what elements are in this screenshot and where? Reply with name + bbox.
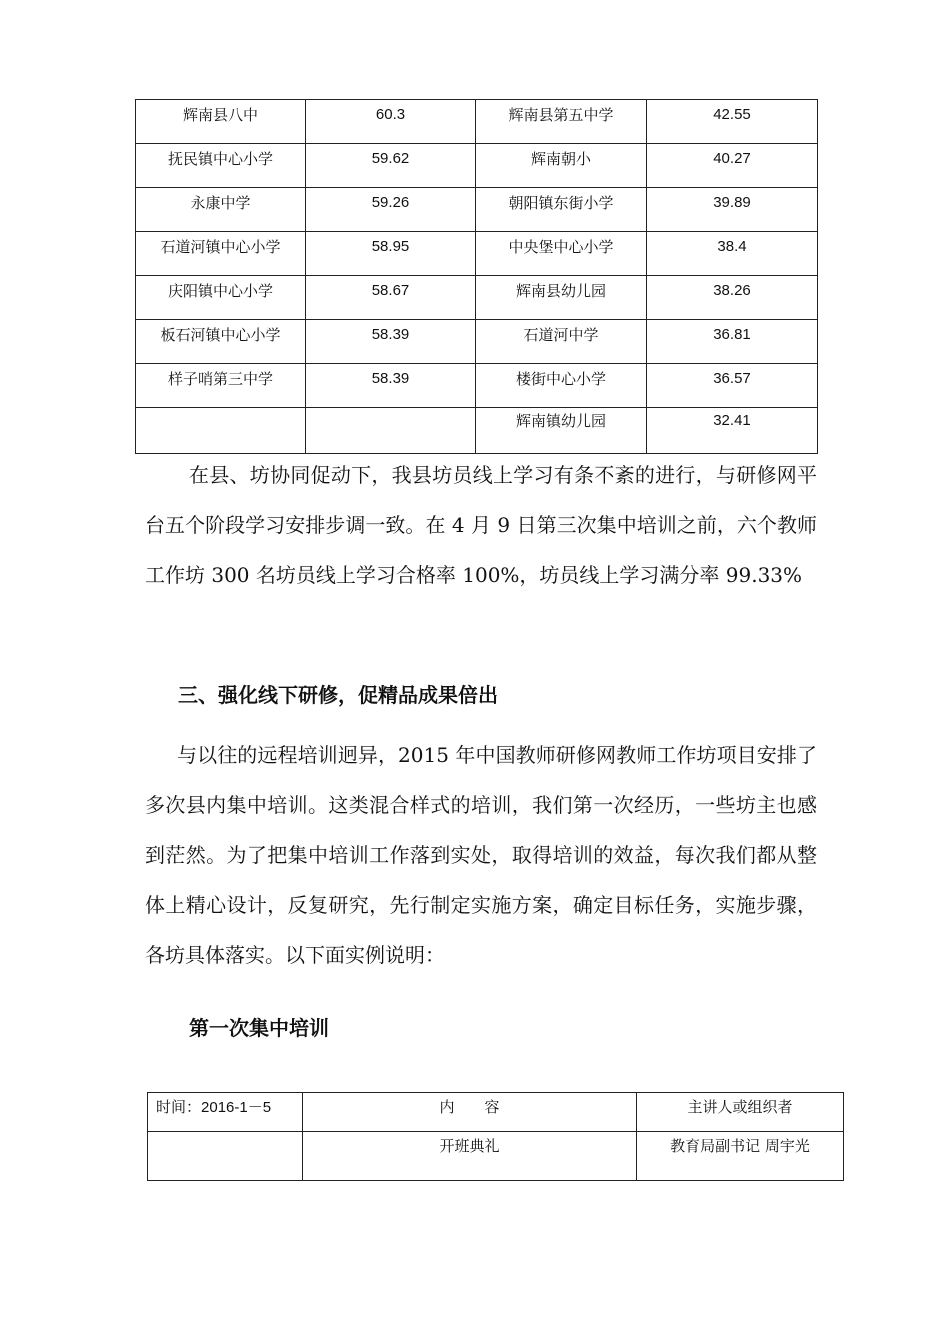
score-cell (306, 408, 476, 454)
score-cell: 36.57 (647, 364, 818, 408)
speaker-cell: 教育局副书记 周宇光 (637, 1132, 844, 1181)
subsection-heading: 第一次集中培训 (189, 1016, 329, 1040)
score-cell: 60.3 (306, 100, 476, 144)
table-row (136, 364, 818, 408)
school-name-cell: 辉南县八中 (136, 100, 306, 144)
school-name-cell: 辉南县第五中学 (476, 100, 647, 144)
school-name-cell: 石道河中学 (476, 320, 647, 364)
score-cell: 58.39 (306, 364, 476, 408)
score-cell: 58.95 (306, 232, 476, 276)
training-schedule-table (147, 1092, 844, 1181)
table-row (136, 100, 818, 144)
school-name-cell: 石道河镇中心小学 (136, 232, 306, 276)
school-name-cell: 抚民镇中心小学 (136, 144, 306, 188)
score-cell: 40.27 (647, 144, 818, 188)
school-name-cell: 辉南朝小 (476, 144, 647, 188)
school-name-cell: 样子哨第三中学 (136, 364, 306, 408)
time-header-cell (148, 1093, 303, 1132)
score-cell: 36.81 (647, 320, 818, 364)
score-cell: 59.26 (306, 188, 476, 232)
content-header-cell: 内 容 (303, 1093, 637, 1132)
table-header-row (148, 1093, 844, 1132)
time-label: 时间： (156, 1098, 202, 1116)
school-name-cell: 庆阳镇中心小学 (136, 276, 306, 320)
content-cell: 开班典礼 (303, 1132, 637, 1181)
school-name-cell (136, 408, 306, 454)
table-row (148, 1132, 844, 1181)
score-cell: 38.26 (647, 276, 818, 320)
school-name-cell: 楼街中心小学 (476, 364, 647, 408)
table-row (136, 276, 818, 320)
score-cell: 42.55 (647, 100, 818, 144)
school-score-table (135, 99, 818, 454)
time-value: 2016-1－5 (201, 1099, 272, 1116)
online-learning-paragraph: 在县、坊协同促动下，我县坊员线上学习有条不紊的进行，与研修网平台五个阶段学习安排步调一致。在 4 月 9 日第三次集中培训之前，六个教师工作坊 300 名坊员线上学习合格率 100%，坊员线上学习满分率 99.33% (145, 463, 817, 587)
school-name-cell: 辉南镇幼儿园 (476, 408, 647, 454)
speaker-header-cell: 主讲人或组织者 (637, 1093, 844, 1132)
score-cell: 39.89 (647, 188, 818, 232)
table-row (136, 188, 818, 232)
section-heading: 三、强化线下研修，促精品成果倍出 (178, 683, 498, 707)
table-row (136, 320, 818, 364)
offline-training-paragraph: 与以往的远程培训迥异，2015 年中国教师研修网教师工作坊项目安排了多次县内集中培训。这类混合样式的培训，我们第一次经历，一些坊主也感到茫然。为了把集中培训工作落到实处，取得培训的效益，每次我们都从整体上精心设计，反复研究，先行制定实施方案，确定目标任务，实施步骤，各坊具体落实。以下面实例说明： (145, 743, 817, 967)
score-cell: 32.41 (647, 408, 818, 454)
school-name-cell: 永康中学 (136, 188, 306, 232)
score-cell: 59.62 (306, 144, 476, 188)
time-cell (148, 1132, 303, 1181)
score-cell: 58.39 (306, 320, 476, 364)
table-row (136, 144, 818, 188)
table-row (136, 408, 818, 454)
score-cell: 58.67 (306, 276, 476, 320)
school-name-cell: 朝阳镇东街小学 (476, 188, 647, 232)
school-name-cell: 中央堡中心小学 (476, 232, 647, 276)
table-row (136, 232, 818, 276)
school-name-cell: 板石河镇中心小学 (136, 320, 306, 364)
score-cell: 38.4 (647, 232, 818, 276)
school-name-cell: 辉南县幼儿园 (476, 276, 647, 320)
